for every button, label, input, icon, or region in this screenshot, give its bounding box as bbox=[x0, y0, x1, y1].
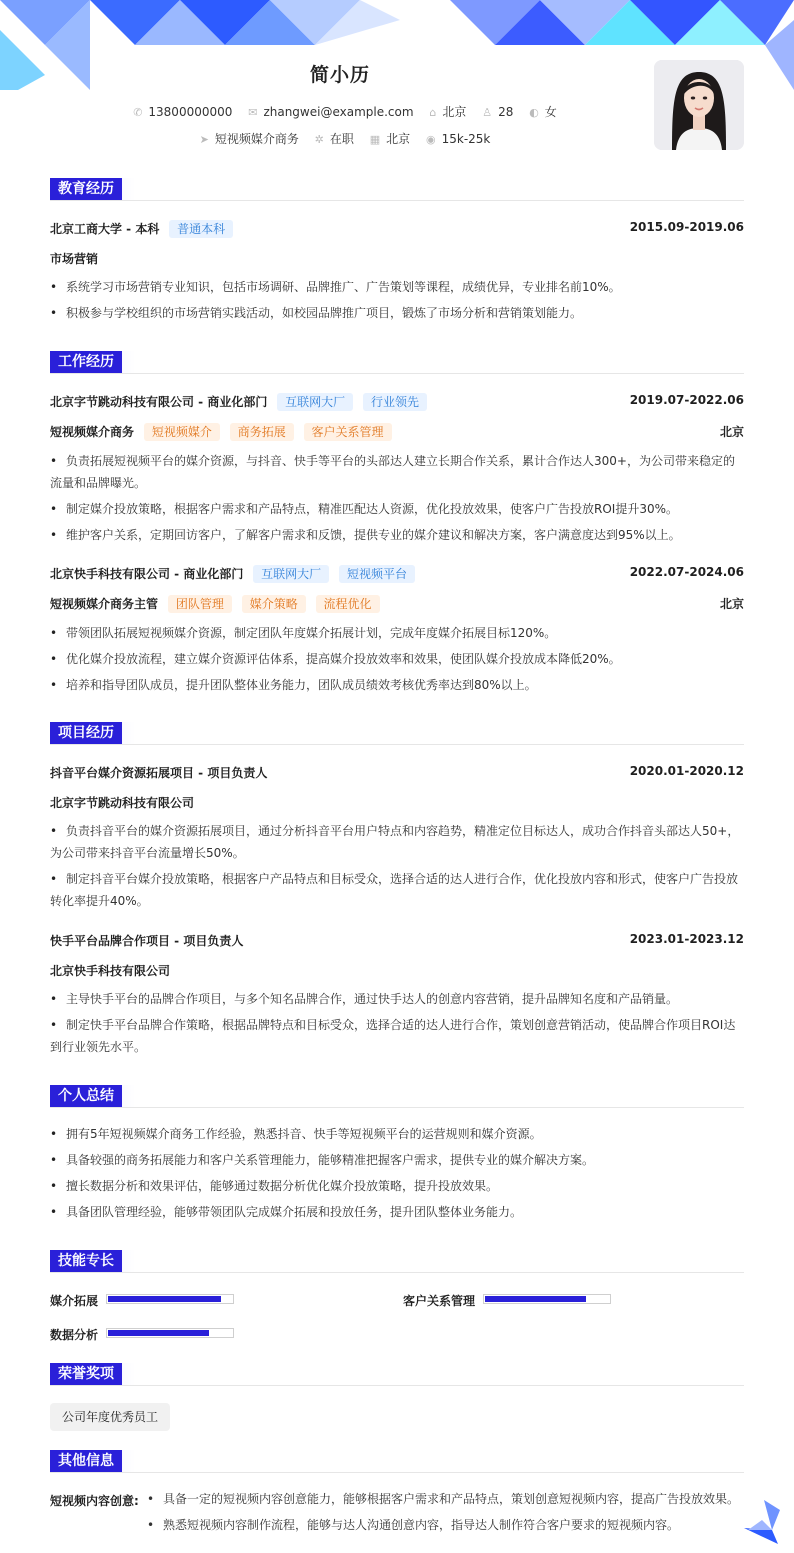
intent-row bbox=[0, 130, 690, 147]
project-date: 2020.01-2020.12 bbox=[629, 764, 744, 778]
other-label: 短视频内容创意: bbox=[50, 1494, 139, 1508]
skill-bar bbox=[106, 1294, 234, 1304]
section-awards: 荣誉奖项 bbox=[50, 1363, 122, 1385]
work-header bbox=[50, 393, 744, 411]
project-title: 快手平台品牌合作项目 - 项目负责人 bbox=[50, 934, 244, 948]
email: ✉ zhangwei@example.com bbox=[248, 105, 414, 119]
project-bullet: • 负责抖音平台的媒介资源拓展项目，通过分析抖音平台用户特点和内容趋势，精准定位目标达人，成功合作抖音头部达人50+， bbox=[50, 820, 744, 842]
education-date: 2015.09-2019.06 bbox=[629, 220, 744, 234]
location: ⌂ 北京 bbox=[429, 105, 467, 119]
work-bullet: • 负责拓展短视频平台的媒介资源，与抖音、快手等平台的头部达人建立长期合作关系，累计合作达人300+，为公司带来稳定的 bbox=[50, 450, 744, 472]
section-education: 教育经历 bbox=[50, 178, 122, 200]
work-role-row bbox=[50, 423, 744, 441]
other-bullet: • 具备一定的短视频内容创意能力，能够根据客户需求和产品特点，策划创意短视频内容，提高广告投放效果。 bbox=[147, 1488, 739, 1510]
work-role-row bbox=[50, 595, 744, 613]
status: ✲ 在职 bbox=[314, 132, 354, 146]
resume-name: 简小历 bbox=[309, 64, 370, 86]
work-bullet: • 优化媒介投放流程，建立媒介资源评估体系，提高媒介投放效率和效果，使团队媒介投放成本降低20%。 bbox=[50, 648, 744, 670]
project-bullet-cont: 转化率提升40%。 bbox=[50, 894, 149, 908]
salary: ◉ 15k-25k bbox=[425, 132, 491, 146]
gender-icon: ◐ bbox=[529, 106, 539, 119]
send-icon: ➤ bbox=[199, 133, 209, 146]
gear-icon: ✲ bbox=[314, 133, 324, 146]
work-role: 短视频媒介商务主管 bbox=[50, 597, 159, 611]
skill-bar-fill bbox=[108, 1296, 221, 1302]
skill-bar-fill bbox=[108, 1330, 209, 1336]
work-date: 2019.07-2022.06 bbox=[629, 393, 744, 407]
project-bullet-cont: 到行业领先水平。 bbox=[50, 1040, 147, 1054]
phone-icon: ✆ bbox=[133, 106, 143, 119]
target-city: ▦ 北京 bbox=[369, 132, 411, 146]
skill-bar-fill bbox=[485, 1296, 586, 1302]
corner-decoration bbox=[744, 1500, 784, 1544]
company-tag: 行业领先 bbox=[363, 393, 427, 411]
education-header bbox=[50, 220, 744, 238]
skill-tag: 客户关系管理 bbox=[304, 423, 392, 441]
work-header bbox=[50, 565, 744, 583]
work-bullet: • 培养和指导团队成员，提升团队整体业务能力，团队成员绩效考核优秀率达到80%以上。 bbox=[50, 674, 744, 696]
project-company: 北京字节跳动科技有限公司 bbox=[50, 796, 195, 810]
work-bullet: • 带领团队拓展短视频媒介资源，制定团队年度媒介拓展计划，完成年度媒介拓展目标120%。 bbox=[50, 622, 744, 644]
money-icon: ◉ bbox=[425, 133, 436, 146]
summary-bullet: • 具备较强的商务拓展能力和客户关系管理能力，能够精准把握客户需求，提供专业的媒介解决方案。 bbox=[50, 1149, 744, 1171]
work-bullet: • 制定媒介投放策略，根据客户需求和产品特点，精准匹配达人资源，优化投放效果，使客户广告投放ROI提升30%。 bbox=[50, 498, 744, 520]
skill-tag: 商务拓展 bbox=[230, 423, 294, 441]
skill-bar bbox=[106, 1328, 234, 1338]
summary-bullet: • 拥有5年短视频媒介商务工作经验，熟悉抖音、快手等短视频平台的运营规则和媒介资源。 bbox=[50, 1123, 744, 1145]
school-tag: 普通本科 bbox=[169, 220, 233, 238]
company-tag: 互联网大厂 bbox=[253, 565, 329, 583]
building-icon: ▦ bbox=[369, 133, 381, 146]
project-bullet: • 制定抖音平台媒介投放策略，根据客户产品特点和目标受众，选择合适的达人进行合作，优化投放内容和形式，使客户广告投放 bbox=[50, 868, 744, 890]
education-bullet: • 系统学习市场营销专业知识，包括市场调研、品牌推广、广告策划等课程，成绩优异，专业排名前10%。 bbox=[50, 276, 744, 298]
skill-tag: 团队管理 bbox=[168, 595, 232, 613]
skill-tag: 短视频媒介 bbox=[144, 423, 220, 441]
section-skills: 技能专长 bbox=[50, 1250, 122, 1272]
company-name: 北京快手科技有限公司 - 商业化部门 bbox=[50, 567, 244, 581]
company-tag: 互联网大厂 bbox=[277, 393, 353, 411]
contact-row bbox=[0, 103, 690, 120]
target-position: ➤ 短视频媒介商务 bbox=[199, 132, 299, 146]
skill-bar bbox=[483, 1294, 611, 1304]
project-bullet-cont: 为公司带来抖音平台流量增长50%。 bbox=[50, 846, 245, 860]
work-role: 短视频媒介商务 bbox=[50, 425, 135, 439]
other-bullet: • 熟悉短视频内容制作流程，能够与达人沟通创意内容，指导达人制作符合客户要求的短视频内容。 bbox=[147, 1514, 679, 1536]
project-header bbox=[50, 764, 744, 781]
project-company: 北京快手科技有限公司 bbox=[50, 964, 171, 978]
skill-name: 客户关系管理 bbox=[403, 1294, 476, 1308]
school-name: 北京工商大学 - 本科 bbox=[50, 222, 160, 236]
section-work: 工作经历 bbox=[50, 351, 122, 373]
work-city: 北京 bbox=[719, 597, 744, 611]
education-bullet: • 积极参与学校组织的市场营销实践活动，如校园品牌推广项目，锻炼了市场分析和营销策划能力。 bbox=[50, 302, 744, 324]
skill-name: 数据分析 bbox=[50, 1328, 99, 1342]
company-tag: 短视频平台 bbox=[339, 565, 415, 583]
company-name: 北京字节跳动科技有限公司 - 商业化部门 bbox=[50, 395, 268, 409]
age: ♙ 28 bbox=[482, 105, 514, 119]
work-city: 北京 bbox=[719, 425, 744, 439]
project-bullet: • 主导快手平台的品牌合作项目，与多个知名品牌合作，通过快手达人的创意内容营销，提升品牌知名度和产品销量。 bbox=[50, 988, 744, 1010]
summary-bullet: • 具备团队管理经验，能够带领团队完成媒介拓展和投放任务，提升团队整体业务能力。 bbox=[50, 1201, 744, 1223]
skill-tag: 流程优化 bbox=[316, 595, 380, 613]
project-header bbox=[50, 932, 744, 949]
project-bullet: • 制定快手平台品牌合作策略，根据品牌特点和目标受众，选择合适的达人进行合作，策划创意营销活动，使品牌合作项目ROI达 bbox=[50, 1014, 744, 1036]
section-summary: 个人总结 bbox=[50, 1085, 122, 1107]
email-icon: ✉ bbox=[248, 106, 258, 119]
work-bullet: • 维护客户关系，定期回访客户，了解客户需求和反馈，提供专业的媒介建议和解决方案，客户满意度达到95%以上。 bbox=[50, 524, 744, 546]
award-item: 公司年度优秀员工 bbox=[50, 1403, 170, 1431]
phone: ✆ 13800000000 bbox=[133, 105, 233, 119]
work-bullet-cont: 流量和品牌曝光。 bbox=[50, 476, 147, 490]
age-icon: ♙ bbox=[482, 106, 493, 119]
gender: ◐ 女 bbox=[529, 105, 557, 119]
skill-name: 媒介拓展 bbox=[50, 1294, 99, 1308]
avatar bbox=[654, 60, 744, 150]
summary-bullet: • 擅长数据分析和效果评估，能够通过数据分析优化媒介投放策略，提升投放效果。 bbox=[50, 1175, 744, 1197]
work-date: 2022.07-2024.06 bbox=[629, 565, 744, 579]
section-projects: 项目经历 bbox=[50, 722, 122, 744]
project-date: 2023.01-2023.12 bbox=[629, 932, 744, 946]
education-major: 市场营销 bbox=[50, 252, 99, 266]
section-other: 其他信息 bbox=[50, 1450, 122, 1472]
skill-tag: 媒介策略 bbox=[242, 595, 306, 613]
home-icon: ⌂ bbox=[429, 106, 437, 119]
project-title: 抖音平台媒介资源拓展项目 - 项目负责人 bbox=[50, 766, 268, 780]
